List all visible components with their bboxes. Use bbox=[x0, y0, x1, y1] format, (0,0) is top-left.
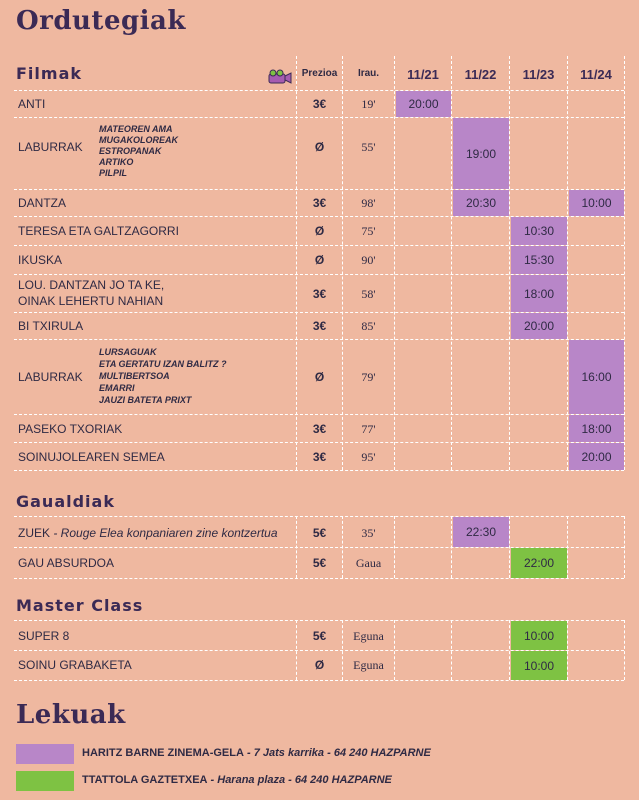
event-price: Ø bbox=[314, 658, 325, 672]
event-title: DANTZA bbox=[18, 196, 66, 210]
event-title: LABURRAK bbox=[18, 140, 83, 154]
row-divider bbox=[14, 339, 624, 340]
row-divider bbox=[14, 117, 624, 118]
event-duration: 95' bbox=[361, 450, 376, 464]
section-title-filmak: Filmak bbox=[16, 64, 83, 83]
event-price: 3€ bbox=[312, 319, 327, 333]
short-film-title: MATEOREN AMA bbox=[99, 124, 173, 134]
grid-line bbox=[509, 56, 510, 470]
event-title: OINAK LEHERTU NAHIAN bbox=[18, 294, 164, 308]
event-price: 5€ bbox=[312, 526, 327, 540]
short-films-list bbox=[99, 346, 227, 406]
event-duration: 55' bbox=[361, 140, 376, 154]
event-title: LABURRAK bbox=[18, 370, 83, 384]
event-price: 3€ bbox=[312, 422, 327, 436]
event-duration: 75' bbox=[361, 224, 376, 238]
schedule-slot: 20:30 bbox=[453, 190, 509, 216]
column-header-duration: Irau. bbox=[357, 68, 380, 79]
event-title: BI TXIRULA bbox=[18, 319, 84, 333]
event-title: SOINU GRABAKETA bbox=[18, 658, 132, 672]
event-duration: 58' bbox=[361, 287, 376, 301]
event-title: TERESA ETA GALTZAGORRI bbox=[18, 224, 179, 238]
event-duration: 85' bbox=[361, 319, 376, 333]
event-price: Ø bbox=[314, 253, 325, 267]
grid-line bbox=[567, 56, 568, 470]
schedule-slot: 22:00 bbox=[511, 548, 567, 578]
short-film-title: MUGAKOLOREAK bbox=[99, 135, 178, 145]
short-film-title: MULTIBERTSOA bbox=[99, 371, 170, 381]
grid-line bbox=[394, 56, 395, 470]
section-title-lekuak: Lekuak bbox=[16, 700, 126, 730]
column-header-date: 11/22 bbox=[464, 67, 497, 82]
short-film-title: ESTROPANAK bbox=[99, 146, 162, 156]
event-duration: Gaua bbox=[355, 556, 382, 570]
legend-label bbox=[82, 747, 431, 759]
legend-label bbox=[82, 774, 392, 786]
event-price: Ø bbox=[314, 224, 325, 238]
event-duration: 90' bbox=[361, 253, 376, 267]
legend-swatch-purple bbox=[16, 744, 74, 764]
event-price: 5€ bbox=[312, 629, 327, 643]
grid-line bbox=[451, 56, 452, 470]
grid-line bbox=[624, 620, 625, 680]
event-price: 3€ bbox=[312, 97, 327, 111]
schedule-slot: 18:00 bbox=[569, 415, 624, 442]
schedule-slot: 16:00 bbox=[569, 340, 624, 414]
event-title: SUPER 8 bbox=[18, 629, 70, 643]
row-divider bbox=[14, 470, 624, 471]
event-title bbox=[18, 526, 278, 540]
column-header-date: 11/23 bbox=[522, 67, 555, 82]
event-title: GAU ABSURDOA bbox=[18, 556, 115, 570]
event-price: Ø bbox=[314, 370, 325, 384]
column-header-date: 11/21 bbox=[407, 67, 439, 82]
schedule-slot: 15:30 bbox=[511, 246, 567, 274]
row-divider bbox=[14, 516, 624, 517]
row-divider bbox=[14, 414, 624, 415]
film-camera-icon bbox=[266, 68, 292, 91]
short-film-title: ETA GERTATU IZAN BALITZ ? bbox=[99, 359, 227, 369]
legend-swatch-green bbox=[16, 771, 74, 791]
schedule-slot: 22:30 bbox=[453, 517, 509, 547]
section-title-master-class: Master Class bbox=[16, 596, 144, 615]
schedule-slot: 10:00 bbox=[511, 621, 567, 650]
event-duration: 98' bbox=[361, 196, 376, 210]
row-divider bbox=[14, 189, 624, 190]
event-price: 3€ bbox=[312, 450, 327, 464]
column-header-date: 11/24 bbox=[580, 67, 612, 82]
event-title-subtitle: - Rouge Elea konpaniaren zine kontzertua bbox=[50, 526, 278, 540]
schedule-slot: 20:00 bbox=[569, 443, 624, 470]
short-film-title: ARTIKO bbox=[99, 157, 134, 167]
row-divider bbox=[14, 442, 624, 443]
event-price: 3€ bbox=[312, 287, 327, 301]
schedule-slot: 10:00 bbox=[569, 190, 624, 216]
event-duration: 77' bbox=[361, 422, 376, 436]
column-header-price: Prezioa bbox=[301, 68, 338, 79]
place-address: - 7 Jats karrika - 64 240 HAZPARNE bbox=[243, 747, 431, 759]
page-title: Ordutegiak bbox=[16, 6, 186, 36]
event-duration: 19' bbox=[361, 97, 376, 111]
event-title: ANTI bbox=[18, 97, 46, 111]
event-title: PASEKO TXORIAK bbox=[18, 422, 123, 436]
short-film-title: EMARRI bbox=[99, 383, 135, 393]
row-divider bbox=[14, 578, 624, 579]
event-duration: Eguna bbox=[353, 658, 384, 672]
short-films-list bbox=[99, 124, 178, 179]
schedule-slot: 10:30 bbox=[511, 217, 567, 245]
row-divider bbox=[14, 680, 624, 681]
event-title: IKUSKA bbox=[18, 253, 63, 267]
schedule-slot: 20:00 bbox=[511, 313, 567, 339]
event-title: SOINUJOLEAREN SEMEA bbox=[18, 450, 165, 464]
event-price: Ø bbox=[314, 140, 325, 154]
place-name: HARITZ BARNE ZINEMA-GELA bbox=[82, 747, 244, 759]
grid-line bbox=[624, 56, 625, 470]
place-address: - Harana plaza - 64 240 HAZPARNE bbox=[207, 774, 392, 786]
event-duration: 35' bbox=[361, 526, 376, 540]
schedule-slot: 10:00 bbox=[511, 651, 567, 680]
event-title: LOU. DANTZAN JO TA KE, bbox=[18, 278, 165, 292]
place-name: TTATTOLA GAZTETXEA bbox=[82, 774, 208, 786]
event-title-main: ZUEK bbox=[18, 526, 51, 540]
schedule-slot: 20:00 bbox=[396, 91, 451, 117]
section-title-gaualdiak: Gaualdiak bbox=[16, 492, 115, 511]
grid-line bbox=[624, 516, 625, 578]
short-film-title: PILPIL bbox=[99, 168, 128, 178]
schedule-slot: 18:00 bbox=[511, 275, 567, 312]
row-divider bbox=[14, 90, 624, 91]
short-film-title: JAUZI BATETA PRIXT bbox=[99, 395, 192, 405]
event-duration: Eguna bbox=[353, 629, 384, 643]
event-price: 5€ bbox=[312, 556, 327, 570]
short-film-title: LURSAGUAK bbox=[99, 347, 157, 357]
schedule-slot: 19:00 bbox=[453, 118, 509, 189]
event-price: 3€ bbox=[312, 196, 327, 210]
event-duration: 79' bbox=[361, 370, 376, 384]
